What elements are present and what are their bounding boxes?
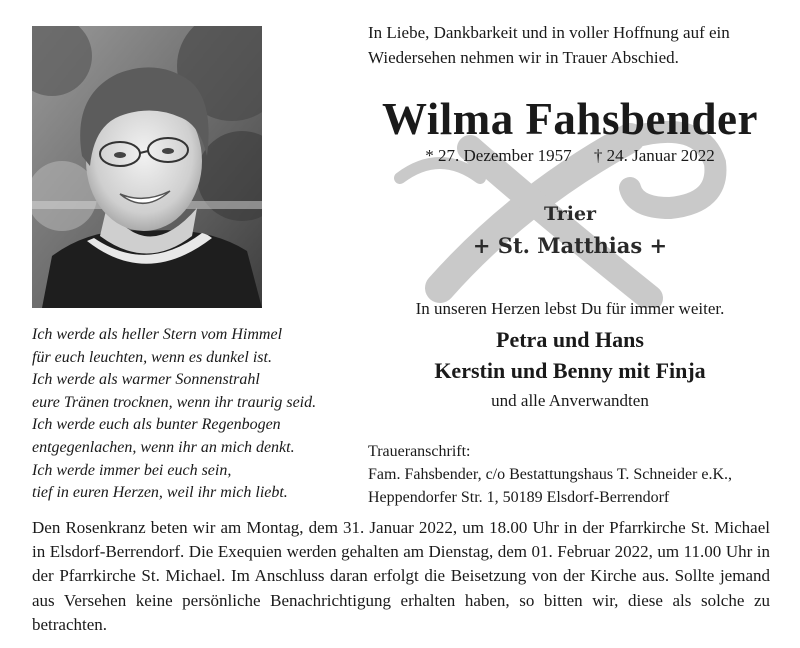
mourner-relatives: und alle Anverwandten [491, 391, 649, 410]
death-date: † 24. Januar 2022 [593, 146, 715, 165]
portrait-photo [32, 26, 262, 308]
poem-line: für euch leuchten, wenn es dunkel ist. [32, 348, 272, 366]
place-parish: + St. Matthias + [472, 233, 668, 258]
poem-line: Ich werde euch als bunter Regenbogen [32, 416, 281, 434]
mourning-address [368, 440, 798, 509]
poem-line: Ich werde als warmer Sonnenstrahl [32, 371, 260, 389]
poem-line: Ich werde immer bei euch sein, [32, 461, 232, 479]
mourner-names-2: Kerstin und Benny mit Finja [434, 358, 706, 383]
birth-date: * 27. Dezember 1957 [425, 146, 572, 165]
parish-location [372, 198, 768, 262]
address-line-2: Heppendorfer Str. 1, 50189 Elsdorf-Berrendorf [368, 489, 670, 506]
place-city: Trier [543, 203, 597, 225]
mourner-names-1: Petra und Hans [496, 327, 644, 352]
deceased-name: Wilma Fahsbender [382, 94, 758, 144]
life-dates [372, 144, 768, 168]
address-line-1: Fam. Fahsbender, c/o Bestattungshaus T. Schneider e.K., [368, 466, 733, 483]
poem-line: Ich werde als heller Stern vom Himmel [32, 326, 283, 343]
poem [32, 324, 362, 505]
service-announcement: Den Rosenkranz beten wir am Montag, dem 31. Januar 2022, um 18.00 Uhr in der Pfarrkirche St. Michael in Elsdorf-Berrendorf. Die Exequien werden gehalten am Dienstag, dem 01. Februar 2022, um 11.00 Uhr in der Pfarrkirche St. Michael. Im Anschluss daran erfolgt die Beisetzung von der Kirche aus. Sollte jemand aus Versehen keine persönliche Benachrichtigung erhalten haben, so bitten wir, diese als solche zu betrachten. [32, 518, 770, 634]
poem-line: tief in euren Herzen, weil ihr mich liebt. [32, 484, 288, 502]
address-heading: Traueranschrift: [368, 443, 471, 460]
poem-line: eure Tränen trocknen, wenn ihr traurig seid. [32, 393, 317, 411]
memorial-motto: In unseren Herzen lebst Du für immer weiter. [415, 299, 725, 318]
poem-line: entgegenlachen, wenn ihr an mich denkt. [32, 438, 295, 456]
intro-text: In Liebe, Dankbarkeit und in voller Hoffnung auf ein Wiedersehen nehmen wir in Trauer Abschied. [368, 23, 730, 67]
